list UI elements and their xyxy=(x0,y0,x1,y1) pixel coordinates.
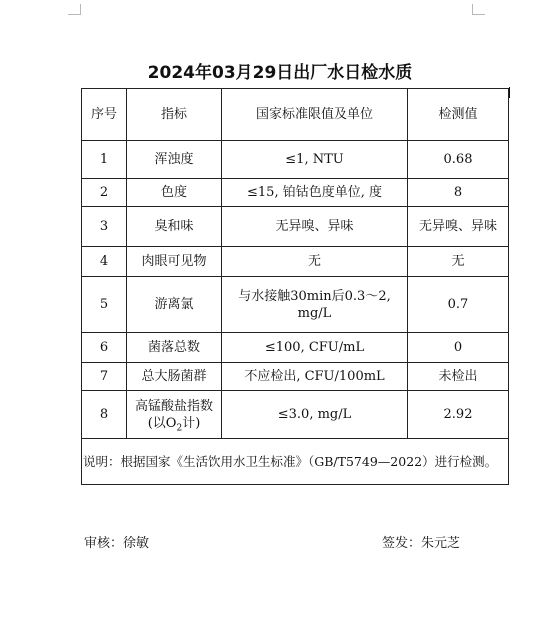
row-limit-line2: mg/L xyxy=(297,305,332,321)
row-limit: ≤3.0, mg/L xyxy=(222,391,408,439)
table-note: 说明：根据国家《生活饮用水卫生标准》（GB/T5749—2022）进行检测。 xyxy=(82,439,509,485)
table-row xyxy=(82,363,509,391)
row-limit: 无异嗅、异味 xyxy=(222,207,408,247)
table-row xyxy=(82,179,509,207)
row-value: 无 xyxy=(408,247,509,277)
row-indicator: 总大肠菌群 xyxy=(127,363,222,391)
row-indicator: 游离氯 xyxy=(127,277,222,333)
row-value: 0.7 xyxy=(408,277,509,333)
row-no: 5 xyxy=(82,277,127,333)
row-limit: 无 xyxy=(222,247,408,277)
indicator-note-suffix: 计) xyxy=(182,415,201,431)
page-corner-mark-left xyxy=(68,4,81,15)
page-corner-mark-right xyxy=(472,4,485,15)
table-row xyxy=(82,333,509,363)
signer-signature: 签发：朱元芝 xyxy=(382,536,461,551)
table-row xyxy=(82,391,509,439)
row-limit: 不应检出, CFU/100mL xyxy=(222,363,408,391)
indicator-note-prefix: (以O xyxy=(147,415,177,431)
table-note-row xyxy=(82,439,509,485)
row-indicator-line2 xyxy=(127,415,221,432)
row-indicator: 色度 xyxy=(127,179,222,207)
row-no: 3 xyxy=(82,207,127,247)
row-no: 4 xyxy=(82,247,127,277)
header-cell-no: 序号 xyxy=(82,89,127,141)
indicator-note-subscript: 2 xyxy=(176,423,183,434)
table-row xyxy=(82,247,509,277)
row-no: 8 xyxy=(82,391,127,439)
reviewer-signature: 审核：徐敏 xyxy=(84,536,150,551)
row-no: 2 xyxy=(82,179,127,207)
header-cell-value: 检测值 xyxy=(408,89,509,141)
row-value: 0.68 xyxy=(408,141,509,179)
row-indicator: 肉眼可见物 xyxy=(127,247,222,277)
row-value: 8 xyxy=(408,179,509,207)
row-limit: ≤100, CFU/mL xyxy=(222,333,408,363)
header-cell-limit: 国家标准限值及单位 xyxy=(222,89,408,141)
row-no: 7 xyxy=(82,363,127,391)
row-limit: ≤1, NTU xyxy=(222,141,408,179)
table-row xyxy=(82,207,509,247)
row-indicator: 臭和味 xyxy=(127,207,222,247)
row-value: 2.92 xyxy=(408,391,509,439)
text-cursor xyxy=(509,87,510,98)
document-title: 2024年03月29日出厂水日检水质 xyxy=(147,63,413,83)
header-cell-indicator: 指标 xyxy=(127,89,222,141)
row-value: 0 xyxy=(408,333,509,363)
table-row xyxy=(82,277,509,333)
row-indicator xyxy=(127,391,222,439)
row-no: 6 xyxy=(82,333,127,363)
row-indicator-line1: 高锰酸盐指数 xyxy=(134,398,213,414)
row-limit xyxy=(222,277,408,333)
water-quality-table xyxy=(81,88,509,485)
row-indicator: 菌落总数 xyxy=(127,333,222,363)
table-row xyxy=(82,141,509,179)
row-limit-line1: 与水接触30min后0.3～2, xyxy=(238,288,391,304)
row-no: 1 xyxy=(82,141,127,179)
row-value: 无异嗅、异味 xyxy=(408,207,509,247)
row-limit: ≤15, 铂钴色度单位, 度 xyxy=(222,179,408,207)
row-value: 未检出 xyxy=(408,363,509,391)
row-indicator: 浑浊度 xyxy=(127,141,222,179)
table-header-row xyxy=(82,89,509,141)
